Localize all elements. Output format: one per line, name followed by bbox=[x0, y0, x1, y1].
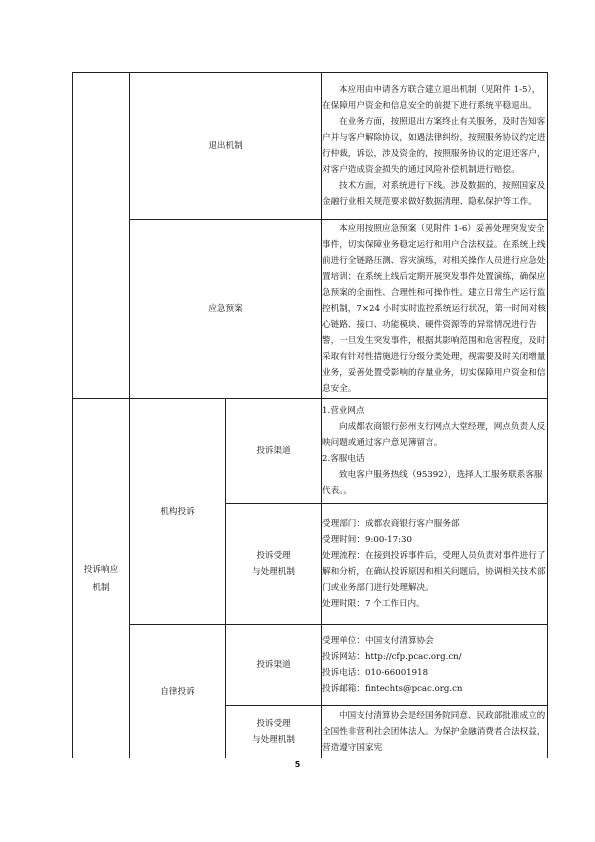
selfreg-channels-row bbox=[73, 625, 548, 706]
handling-label-line: 投诉受理 bbox=[256, 719, 291, 729]
selfreg-complaint-label: 自律投诉 bbox=[130, 625, 226, 759]
content-line: 投诉网站：http://cfp.pcac.org.cn/ bbox=[322, 652, 462, 662]
content-line: 投诉邮箱：fintechts@pcac.org.cn bbox=[322, 684, 463, 694]
selfreg-handling-text: 中国支付清算协会是经国务院同意、民政部批准成立的全国性非营利社会团体法人。为保护金融消费者合法权益，营造遵守国家宪 bbox=[322, 711, 546, 753]
exit-content bbox=[322, 73, 548, 220]
content-line: 向成都农商银行彭州支行网点大堂经理，网点负责人反映问题或通过客户意见簿留言。 bbox=[322, 422, 546, 448]
institution-complaint-label: 机构投诉 bbox=[130, 399, 226, 625]
section-cell-top bbox=[73, 73, 130, 399]
content-line: 受理单位：中国支付清算协会 bbox=[322, 636, 434, 646]
page-number: 5 bbox=[294, 760, 301, 769]
complaint-label: 投诉响应机制 bbox=[83, 564, 119, 593]
emergency-row bbox=[73, 220, 548, 399]
emergency-label: 应急预案 bbox=[130, 220, 322, 399]
content-line: 致电客户服务热线（95392），选择人工服务联系客服代表。。 bbox=[322, 470, 543, 496]
exit-paragraph: 在业务方面，按照退出方案终止有关服务，及时告知客户并与客户解除协议，如遇法律纠纷，按照服务协议约定进行仲裁，诉讼，涉及资金的，按照服务协议的定退还客户，对客户造成资金损失的通过风险补偿机制进行赔偿。 bbox=[322, 117, 546, 175]
exit-paragraph: 本应用由申请各方联合建立退出机制（见附件 1-5），在保障用户资金和信息安全的前提下进行系统平稳退出。 bbox=[322, 85, 541, 111]
content-line: 2.客服电话 bbox=[322, 454, 365, 464]
handling-label-line: 与处理机制 bbox=[252, 567, 295, 577]
selfreg-channels-content bbox=[322, 625, 548, 706]
emergency-text: 本应用按照应急预案（见附件 1-6）妥善处理突发安全事件，切实保障业务稳定运行和用户合法权益。在系统上线前进行全链路压测、容灾演练，对相关操作人员进行应急处置培训；在系统上线后定期开展突发事件处置演练，确保应急预案的全面性、合理性和可操作性。建立日常生产运行监控机制，7×24 小时实时监控系统运行状况，第一时间对核心链路、接口、功能模块、硬件资源等的异常情况进行告警，一旦发生突发事件，根据其影响范围和危害程度，及时采取有针对性措施进行分级分类处理，视需要及时关闭增量业务，妥善处置受影响的存量业务，切实保障用户资金和信息安全。 bbox=[322, 224, 547, 394]
content-line: 受理部门：成都农商银行客户服务部 bbox=[322, 519, 460, 529]
institution-channels-content bbox=[322, 399, 548, 504]
content-line: 投诉电话：010-66001918 bbox=[322, 668, 429, 678]
handling-label-line: 与处理机制 bbox=[252, 735, 295, 745]
institution-handling-label bbox=[226, 504, 322, 625]
exit-paragraph: 技术方面，对系统进行下线。涉及数据的，按照国家及金融行业相关规范要求做好数据清理、隐私保护等工作。 bbox=[322, 181, 546, 207]
emergency-content bbox=[322, 220, 548, 399]
complaint-section-label bbox=[73, 399, 130, 759]
exit-row bbox=[73, 73, 548, 220]
institution-channels-row bbox=[73, 399, 548, 504]
exit-label: 退出机制 bbox=[130, 73, 322, 220]
selfreg-channels-label: 投诉渠道 bbox=[226, 625, 322, 706]
content-line: 处理时限：7 个工作日内。 bbox=[322, 599, 425, 609]
handling-label-line: 投诉受理 bbox=[256, 551, 291, 561]
institution-channels-label: 投诉渠道 bbox=[226, 399, 322, 504]
content-line: 处理流程：在接到投诉事件后，受理人员负责对事件进行了解和分析，在确认投诉原因和相关问题后，协调相关技术部门或业务部门进行处理解决。 bbox=[322, 551, 546, 593]
institution-handling-content bbox=[322, 504, 548, 625]
selfreg-handling-content bbox=[322, 706, 548, 759]
policy-table bbox=[72, 72, 548, 758]
content-line: 受理时间：9:00-17:30 bbox=[322, 535, 412, 545]
selfreg-handling-label bbox=[226, 706, 322, 759]
content-line: 1.营业网点 bbox=[322, 406, 365, 416]
